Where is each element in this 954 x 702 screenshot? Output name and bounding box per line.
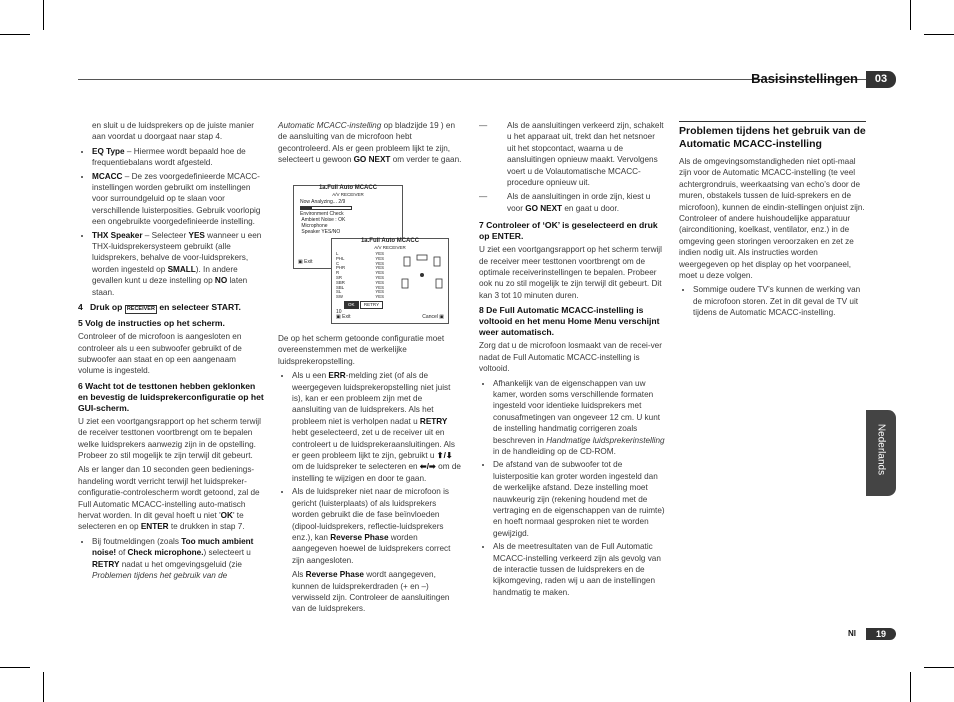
- bullet-list: [479, 378, 665, 599]
- crop-mark: [43, 0, 44, 30]
- crop-mark: [0, 34, 30, 35]
- list-item: • De afstand van de subwoofer tot de luisterpositie kan groter worden ingesteld dan de werkelijke afstand. Deze instelling moet nauwkeurig zijn (rekening houdend met de vertraging en de eigenschappen van de ruimte) en hoeft normaal gesproken niet te worden gewijzigd.: [493, 459, 665, 539]
- step-heading: 7 Controleer of ‘OK’ is geselecteerd en druk op ENTER.: [479, 220, 658, 242]
- column-2-continued: [278, 333, 462, 617]
- list-item: • Als de meetresultaten van de Full Automatic MCACC-instelling verkeerd zijn als gevolg van de interactie tussen de luidsprekers en de kijkomgeving, raden wij u aan de instellingen handmatig te maken.: [493, 541, 665, 598]
- check-list: Environment Check Ambient Noise : OK Microphone Speaker YES/NO: [300, 211, 346, 235]
- column-2: [278, 120, 462, 169]
- paragraph: Als de omgevingsomstandigheden niet opti-maal zijn voor de Automatic MCACC-instelling (te veel achtergrondruis, weerkaatsing van echo’s door de muren, obstakels tussen de luid-sprekers en de microfoon), kunnen de eindin-stellingen onjuist zijn. Controleer of andere huishoudelijke apparatuur (airconditioning, koelkast, ventilator, enz.) in de omgeving geen storingen veroorzaken en zet ze indien nodig uit. Als instructies worden weergegeven op het display op het voorpaneel, moet u deze volgen.: [679, 157, 865, 281]
- ok-button[interactable]: OK: [344, 301, 359, 309]
- retry-button[interactable]: RETRY: [360, 301, 383, 309]
- crop-mark: [910, 0, 911, 30]
- crop-mark: [43, 672, 44, 702]
- bullet-list: [78, 146, 264, 298]
- exit-label: ▣ Exit: [298, 259, 313, 266]
- chapter-number: 03: [866, 71, 896, 88]
- bullet-list: [278, 370, 462, 615]
- left-right-arrow-icon: ⬅/➡: [419, 462, 436, 472]
- list-item: • Afhankelijk van de eigenschappen van uw kamer, worden soms verschillende formaten ingesteld voor identieke luidsprekers met conusafmetingen van ongeveer 12 cm. U kunt de instelling handmatig corrigeren zoals beschreven in Handmatige luidsprekerinstelling in de handleiding op de CD-ROM.: [493, 378, 665, 458]
- channel-value: YES: [375, 284, 384, 290]
- paragraph: De op het scherm getoonde configuratie moet overeenstemmen met de werkelijke luidsprekeropstelling.: [278, 334, 445, 366]
- screen-title: 1a.Full Auto MCACC: [360, 238, 420, 244]
- channel-value: YES: [375, 270, 384, 276]
- list-item: • EQ Type – Hiermee wordt bepaald hoe de frequentiebalans wordt afgesteld.: [92, 146, 264, 169]
- page-number: 19: [866, 628, 896, 640]
- list-item: • Als de luidspreker niet naar de microfoon is gericht (luisterplaats) of als luidsprekers worden gebruikt die de fase beïnvloeden (dipool-luidsprekers, reflectie-luidsprekers enz.), kan Reverse Phase worden aangegeven hoewel de luidsprekers correct zijn aangesloten. Als Reverse Phase wordt aangegeven, kunnen de luidsprekerdraden (+ en –) verwisseld zijn. Controleer de aansluitingen van de luidsprekers.: [292, 486, 462, 614]
- up-down-arrow-icon: ⬆/⬇: [436, 451, 453, 461]
- section-heading: Problemen tijdens het gebruik van de Automatic MCACC-instelling: [679, 125, 866, 150]
- paragraph: U ziet een voortgangsrapport op het scherm terwijl de receiver testtonen voortbrengt om te bepalen welke luidsprekers aanwezig zijn in de opstelling. Probeer zo stil mogelijk te zijn terwijl dit gebeurt.: [78, 416, 261, 460]
- column-3: [479, 120, 665, 600]
- list-item: • Sommige oudere TV’s kunnen de werking van de microfoon storen. Zet in dit geval de TV uit tijdens de Automatic MCACC-instelling.: [693, 284, 866, 318]
- paragraph: Zorg dat u de microfoon losmaakt van de recei-ver nadat de Full Automatic MCACC-instelling is voltooid.: [479, 341, 662, 374]
- paragraph: Als er langer dan 10 seconden geen bedienings-handeling wordt verricht terwijl het luidspreker-configuratie-controlescherm wordt getoond, zal de Full Automatic MCACC-instelling auto-matisch hervat worden. In dit geval hoeft u niet 'OK' te selecteren en op ENTER te drukken in stap 7.: [78, 465, 260, 532]
- section-rule: [679, 121, 866, 122]
- channel-value: YES: [375, 265, 384, 271]
- channel-value: YES: [375, 294, 384, 300]
- speaker-count: 10: [336, 309, 342, 315]
- paragraph: Controleer of de microfoon is aangesloten en controleer als u een subwoofer gebruikt of de subwoofer aan staat en op een aangenaam volume is ingesteld.: [78, 332, 242, 376]
- channel-label: R: [336, 270, 340, 276]
- receiver-key: RECEIVER: [126, 306, 155, 313]
- speaker-table: [336, 252, 384, 300]
- paragraph: U ziet een voortgangsrapport op het scherm terwijl de receiver meer testtonen voortbrengt om de optimale receiverinstellingen te bepalen. Probeer ook nu zo stil mogelijk te zijn terwijl dit gebeurt. Dit kan 3 tot 10 minuten duren.: [479, 245, 662, 300]
- dash-item: — Als de aansluitingen verkeerd zijn, schakelt u het apparaat uit, trekt dan het netsnoer uit het stopcontact, waarna u de aansluitingen opnieuw maakt. Vervolgens voert u de Volautomatische MCACC-procedure opnieuw uit.: [479, 120, 665, 188]
- channel-value: YES: [375, 260, 384, 266]
- step-heading: 5 Volg de instructies op het scherm.: [78, 318, 225, 329]
- channel-label: SW: [336, 294, 343, 300]
- channel-label: L: [336, 251, 339, 256]
- paragraph: en sluit u de luidsprekers op de juiste manier aan voordat u doorgaat naar stap 4.: [92, 121, 255, 142]
- screen-title: 1a.Full Auto MCACC: [318, 185, 378, 191]
- list-item: • THX Speaker – Selecteer YES wanneer u een THX-luidsprekersysteem gebruikt (alle luidsprekers, behalve de voor-luidsprekers, worden ingesteld op SMALL). In andere gevallen kunt u deze instelling op NO laten staan.: [92, 230, 264, 298]
- channel-label: SL: [336, 289, 342, 295]
- button-row: [344, 301, 383, 309]
- channel-label: C: [336, 260, 340, 266]
- list-item: • Als u een ERR-melding ziet (of als de weergegeven luidsprekeropstelling niet juist is), kan er een probleem zijn met de aansluiting van de luidsprekers. Als het probleem niet is verholpen nadat u RETRY hebt geselecteerd, zet u de receiver uit en controleert u de luidsprekeraansluitingen. Als er geen probleem lijkt te zijn, gebruikt u ⬆/⬇ om de luidspreker te selecteren en ⬅/➡ om de instelling te wijzigen en door te gaan.: [292, 370, 462, 484]
- crop-mark: [910, 672, 911, 702]
- crop-mark: [924, 34, 954, 35]
- speaker-layout-icon: [400, 253, 444, 295]
- screen-subtitle: A/V RECEIVER: [374, 244, 406, 250]
- channel-value: YES: [375, 255, 384, 261]
- channel-label: SR: [336, 274, 342, 280]
- channel-label: SBL: [336, 284, 345, 290]
- step-heading: 4 Druk op RECEIVER en selecteer START.: [78, 302, 241, 313]
- channel-value: YES: [375, 251, 384, 256]
- language-label: Nederlands: [875, 423, 887, 476]
- channel-value: YES: [375, 279, 384, 285]
- progress-bar: [300, 206, 352, 210]
- paragraph: Automatic MCACC-instelling op bladzijde 19 ) en de aansluiting van de microfoon hebt gecontroleerd. Als er geen probleem lijkt te zijn, selecteert u gewoon GO NEXT om verder te gaan.: [278, 121, 462, 165]
- channel-value: YES: [375, 289, 384, 295]
- list-item: • Bij foutmeldingen (zoals Too much ambient noise! of Check microphone.) selecteert u RETRY nadat u het omgevingsgeluid (zie Problemen tijdens het gebruik van de: [92, 536, 264, 582]
- channel-value: YES: [375, 274, 384, 280]
- section-title: Basisinstellingen: [751, 71, 858, 86]
- list-item: • MCACC – De zes voorgedefinieerde MCACC-instellingen worden gebruikt om instellingen voor surroundgeluid op te slaan voor verschillende luisterposities. Gebruik voorlopig een ongebruikte voorgedefinieerde instelling.: [92, 171, 264, 228]
- dash-item: — Als de aansluitingen in orde zijn, kiest u voor GO NEXT en gaat u door.: [479, 191, 665, 214]
- bullet-list: [679, 284, 866, 318]
- step-heading: 6 Wacht tot de testtonen hebben geklonken en bevestig de luidsprekerconfiguratie op het GUI-scherm.: [78, 380, 264, 413]
- progress-line: Now Analyzing... 2/9: [294, 198, 402, 213]
- cancel-label: Cancel ▣: [422, 314, 444, 321]
- bullet-list: [78, 536, 264, 582]
- crop-mark: [924, 667, 954, 668]
- osd-screen-speaker-config: [331, 238, 449, 324]
- column-4: [679, 125, 866, 321]
- step-heading: 8 De Full Automatic MCACC-instelling is voltooid en het menu Home Menu verschijnt weer automatisch.: [479, 305, 660, 338]
- crop-mark: [0, 667, 30, 668]
- language-tab: [866, 410, 896, 496]
- exit-label: ▣ Exit: [336, 314, 351, 321]
- speaker-row: [336, 295, 384, 300]
- column-1: [78, 120, 264, 583]
- screen-subtitle: A/V RECEIVER: [332, 191, 364, 197]
- channel-label: PHL: [336, 255, 345, 261]
- language-code: Nl: [848, 629, 856, 638]
- channel-label: SBR: [336, 279, 345, 285]
- channel-label: PHR: [336, 265, 346, 271]
